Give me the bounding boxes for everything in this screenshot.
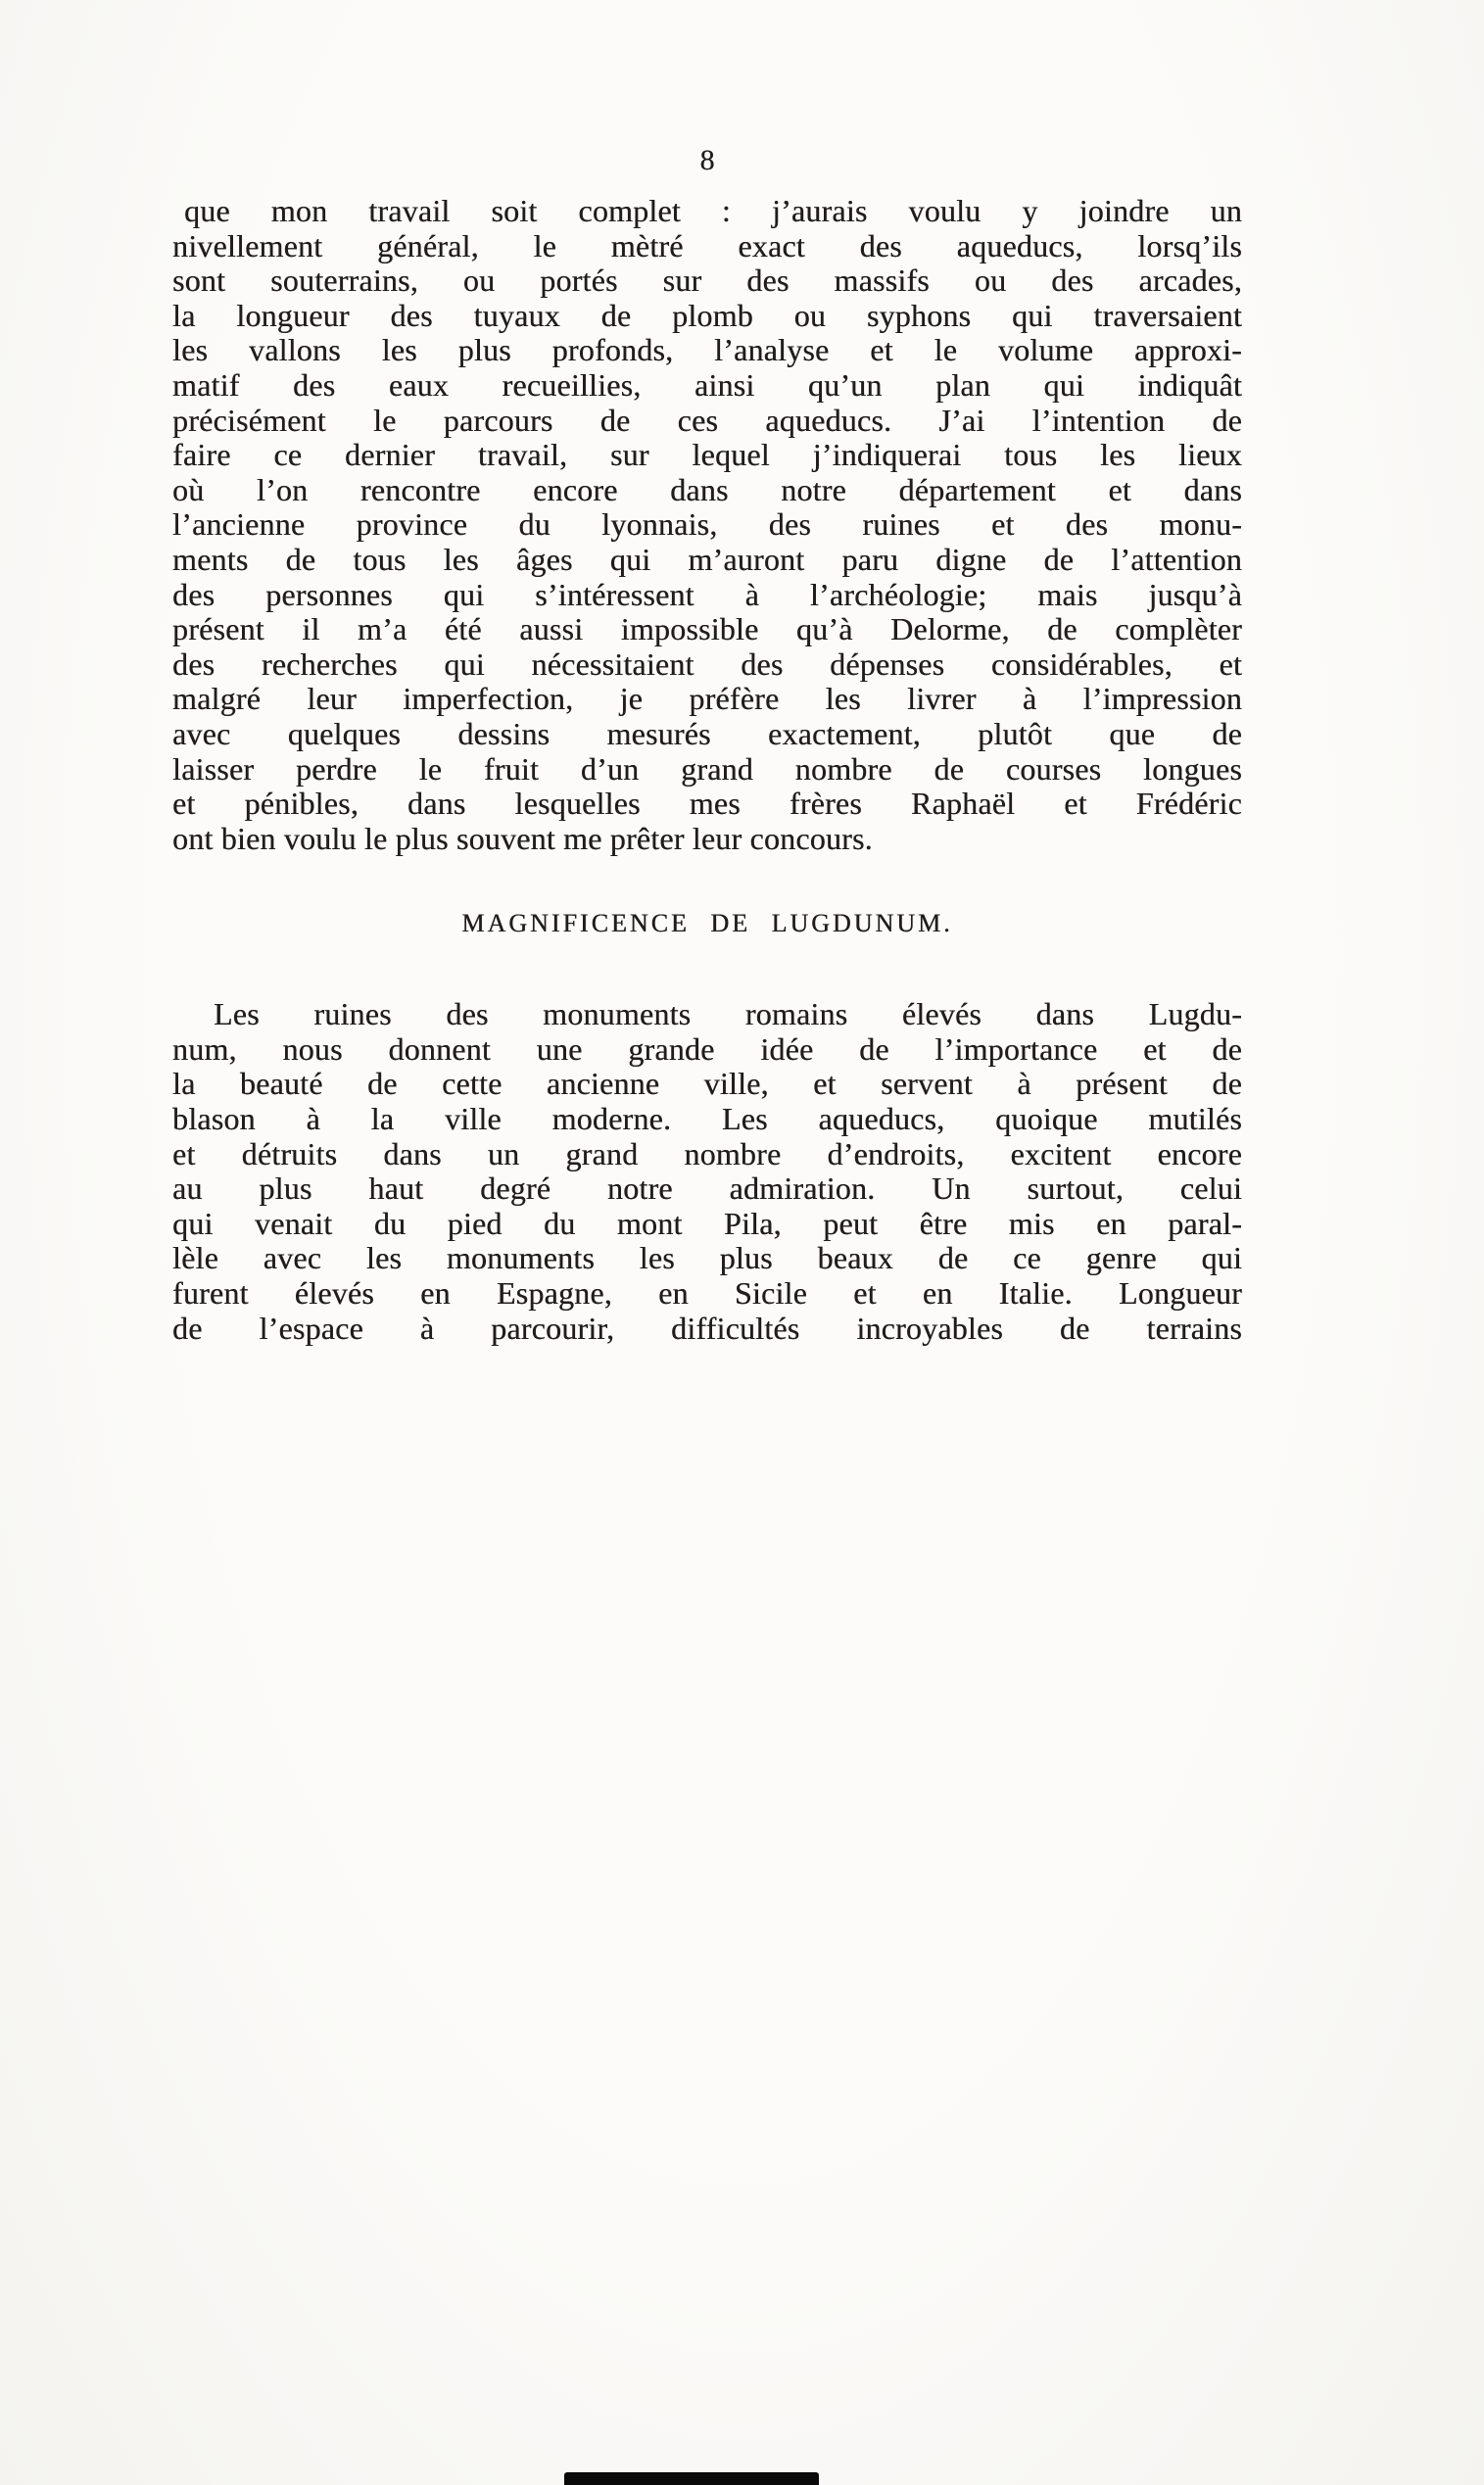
text-line: où l’on rencontre encore dans notre département et dans <box>172 471 1242 507</box>
text-line: nivellement général, le mètré exact des aqueducs, lorsq’ils <box>172 227 1242 263</box>
text-line: des recherches qui nécessitaient des dépenses considérables, et <box>172 645 1242 682</box>
text-line: les vallons les plus profonds, l’analyse et le volume approxi- <box>172 332 1242 368</box>
text-line: au plus haut degré notre admiration. Un surtout, celui <box>172 1171 1242 1207</box>
text-line: num, nous donnent une grande idée de l’importance et de <box>172 1030 1242 1067</box>
text-line: qui venait du pied du mont Pila, peut être mis en paral- <box>172 1205 1242 1241</box>
text-line: que mon travail soit complet : j’aurais voulu y joindre un <box>184 193 1242 228</box>
text-line: de l’espace à parcourir, difficultés incroyables de terrains <box>172 1310 1242 1346</box>
text-line: présent il m’a été aussi impossible qu’à Delorme, de complèter <box>172 611 1242 647</box>
paragraph-2 <box>172 997 1242 1346</box>
text-line: laisser perdre le fruit d’un grand nombre de courses longues <box>172 750 1242 787</box>
text-line: l’ancienne province du lyonnais, des ruines et des monu- <box>172 506 1242 543</box>
text-line: lèle avec les monuments les plus beaux de ce genre qui <box>172 1240 1242 1276</box>
text-line: la longueur des tuyaux de plomb ou syphons qui traversaient <box>172 297 1242 333</box>
text-line: sont souterrains, ou portés sur des massifs ou des arcades, <box>172 263 1242 299</box>
text-line: furent élevés en Espagne, en Sicile et en Italie. Longueur <box>172 1275 1242 1312</box>
text-line: avec quelques dessins mesurés exactement, plutôt que de <box>172 715 1242 751</box>
section-heading: MAGNIFICENCE DE LUGDUNUM. <box>461 909 953 938</box>
scan-artifact-bar <box>564 2472 819 2485</box>
text-line: la beauté de cette ancienne ville, et servent à présent de <box>172 1066 1242 1102</box>
page-number: 8 <box>699 144 715 176</box>
text-line: des personnes qui s’intéressent à l’archéologie; mais jusqu’à <box>172 576 1242 612</box>
text-line: matif des eaux recueillies, ainsi qu’un plan qui indiquât <box>172 366 1242 403</box>
text-line: et détruits dans un grand nombre d’endroits, excitent encore <box>172 1135 1242 1171</box>
text-column <box>172 143 1242 1346</box>
text-line: ont bien voulu le plus souvent me prêter leur concours. <box>172 820 873 856</box>
text-line: Les ruines des monuments romains élevés dans Lugdu- <box>214 996 1242 1032</box>
text-line: malgré leur imperfection, je préfère les livrer à l’impression <box>172 681 1242 717</box>
text-line: et pénibles, dans lesquelles mes frères Raphaël et Frédéric <box>172 786 1242 822</box>
text-line: précisément le parcours de ces aqueducs. J’ai l’intention de <box>172 402 1242 438</box>
text-line: ments de tous les âges qui m’auront paru digne de l’attention <box>172 541 1242 577</box>
text-line: faire ce dernier travail, sur lequel j’indiquerai tous les lieux <box>172 437 1242 473</box>
text-line: blason à la ville moderne. Les aqueducs, quoique mutilés <box>172 1101 1242 1137</box>
paragraph-1 <box>172 194 1242 856</box>
